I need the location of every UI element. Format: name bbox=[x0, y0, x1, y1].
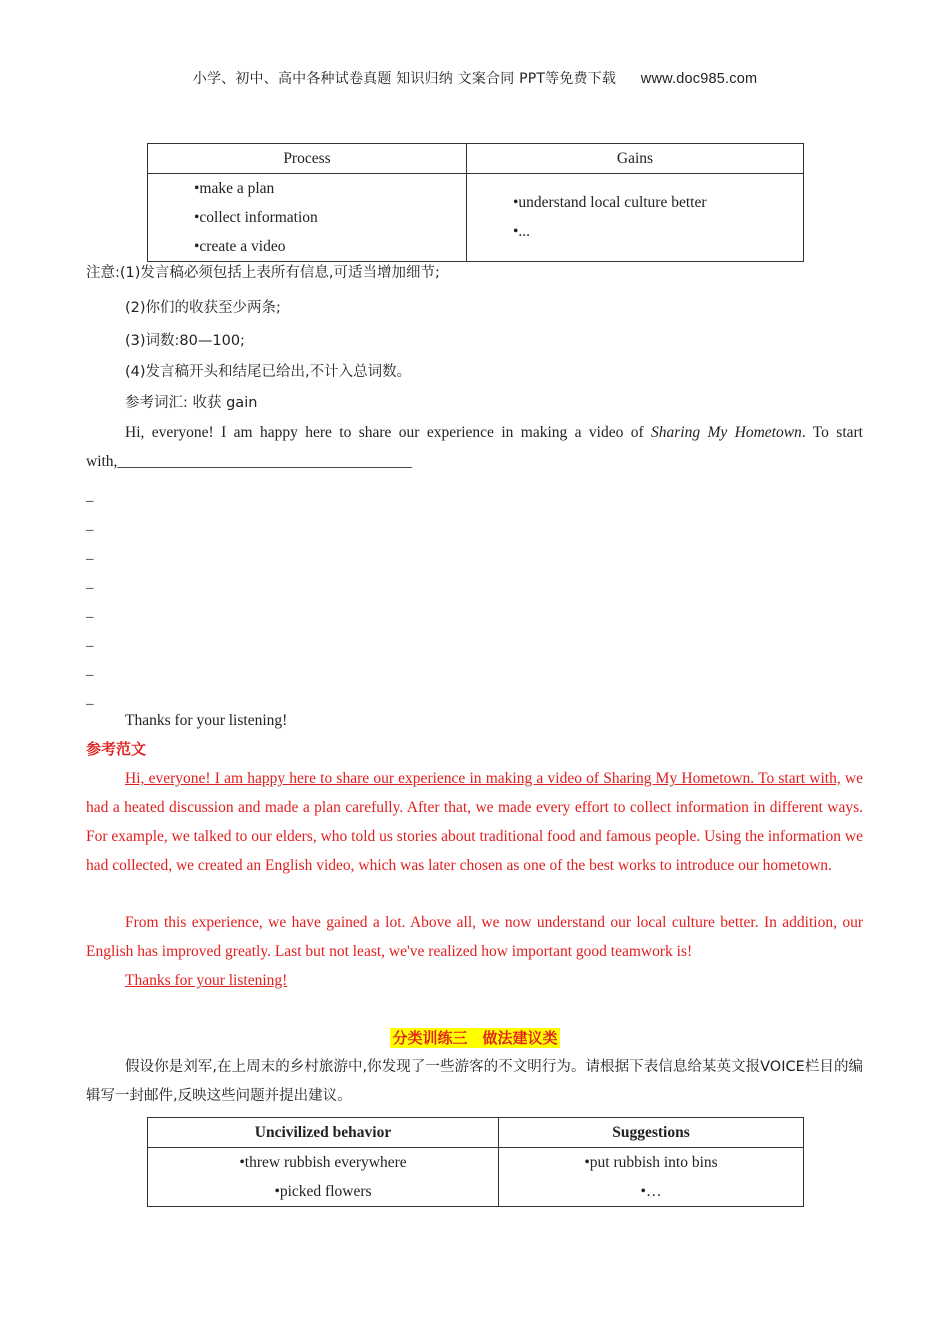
gains-cell bbox=[467, 174, 804, 262]
section-title-wrapper bbox=[0, 1024, 950, 1053]
gains-item: •understand local culture better bbox=[513, 194, 707, 211]
answer-line[interactable]: _ bbox=[86, 517, 94, 533]
answer-line[interactable]: _ bbox=[86, 604, 94, 620]
gains-item: •... bbox=[513, 223, 531, 240]
note-1: 注意:(1)发言稿必须包括上表所有信息,可适当增加细节; bbox=[86, 265, 440, 281]
sample-paragraph-2: From this experience, we have gained a lot. Above all, we now understand our local culture better. In addition, our English has improved greatly. Last but not least, we've realized how important good teamwork is! bbox=[86, 914, 863, 960]
note-4: (4)发言稿开头和结尾已给出,不计入总词数。 bbox=[125, 364, 412, 380]
table-header-suggestions: Suggestions bbox=[499, 1118, 804, 1148]
note-3: (3)词数:80—100; bbox=[125, 333, 245, 349]
page-header bbox=[0, 68, 950, 88]
table-header-gains: Gains bbox=[467, 144, 804, 174]
note-2: (2)你们的收获至少两条; bbox=[125, 300, 281, 316]
section-prompt: 假设你是刘军,在上周末的乡村旅游中,你发现了一些游客的不文明行为。请根据下表信息给某英文报VOICE栏目的编辑写一封邮件,反映这些问题并提出建议。 bbox=[86, 1059, 863, 1104]
process-item: •create a video bbox=[194, 238, 286, 255]
prompt-paragraph bbox=[86, 418, 863, 476]
behavior-suggestion-table bbox=[147, 1117, 804, 1207]
suggestion-item: •put rubbish into bins bbox=[584, 1154, 718, 1171]
header-text: 小学、初中、高中各种试卷真题 知识归纳 文案合同 PPT等免费下载 bbox=[192, 71, 617, 87]
sample-body: we had a heated discussion and made a plan carefully. After that, we made every effort to collect information in different ways. For example, we talked to our elders, who told us stories about traditional food and famous people. Using the information we had collected, we created an English video, which was later chosen as one of the best works to introduce our hometown. bbox=[86, 770, 864, 874]
section-title: 分类训练三 做法建议类 bbox=[392, 1029, 558, 1047]
table-header-process: Process bbox=[148, 144, 467, 174]
answer-line[interactable]: _ bbox=[86, 546, 94, 562]
table-header-behavior: Uncivilized behavior bbox=[148, 1118, 499, 1148]
header-site: www.doc985.com bbox=[640, 71, 758, 87]
process-cell bbox=[148, 174, 467, 262]
behavior-cell bbox=[148, 1148, 499, 1207]
answer-blank[interactable]: ______________________________________ bbox=[117, 453, 412, 470]
prompt-end: . To start with, bbox=[86, 424, 863, 470]
sample-heading: 参考范文 bbox=[86, 740, 147, 758]
answer-line[interactable]: _ bbox=[86, 633, 94, 649]
prompt-title: Sharing My Hometown bbox=[651, 424, 802, 441]
answer-line[interactable]: _ bbox=[86, 488, 94, 504]
suggestion-item: •… bbox=[640, 1183, 662, 1200]
sample-paragraph-1 bbox=[86, 764, 863, 880]
behavior-item: •threw rubbish everywhere bbox=[239, 1154, 407, 1171]
sample-underlined-opening: Hi, everyone! I am happy here to share our experience in making a video of Sharing My Hometown. To start with, bbox=[125, 770, 841, 787]
sample-closing: Thanks for your listening! bbox=[125, 972, 288, 989]
closing-line: Thanks for your listening! bbox=[125, 712, 288, 729]
answer-line[interactable]: _ bbox=[86, 575, 94, 591]
process-item: •collect information bbox=[194, 209, 318, 226]
prompt-start: Hi, everyone! I am happy here to share our experience in making a video of bbox=[125, 424, 651, 441]
answer-line[interactable]: _ bbox=[86, 691, 94, 707]
process-gains-table bbox=[147, 143, 804, 262]
suggestions-cell bbox=[499, 1148, 804, 1207]
behavior-item: •picked flowers bbox=[274, 1183, 372, 1200]
vocab-hint: 参考词汇: 收获 gain bbox=[125, 395, 258, 411]
process-item: •make a plan bbox=[194, 180, 275, 197]
answer-line[interactable]: _ bbox=[86, 662, 94, 678]
